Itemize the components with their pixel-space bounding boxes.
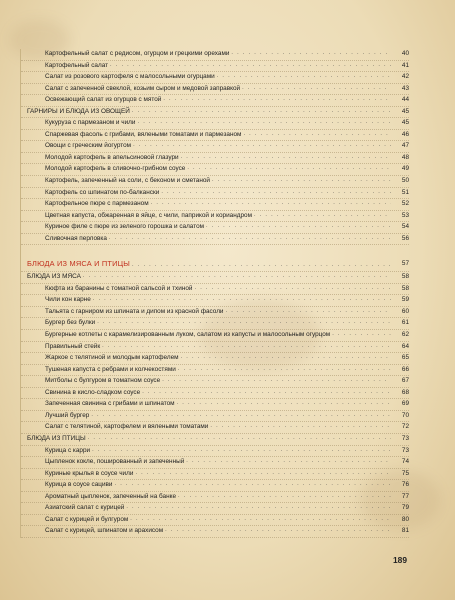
dot-leader [332,329,391,341]
dot-leader [254,210,391,222]
dot-leader [226,306,391,318]
entry-title: Картофель со шпинатом по-балкански [45,188,160,196]
entry-page: 45 [401,107,409,115]
dot-leader [130,514,391,526]
dot-leader [126,502,391,514]
entry-title: БЛЮДА ИЗ МЯСА И ПТИЦЫ [27,259,131,269]
entry-title: Картофель, запеченный на соли, с беконом и сметаной [45,177,210,185]
dot-leader [91,410,391,422]
entry-page: 44 [401,96,409,104]
entry-page: 80 [401,515,409,523]
entry-page: 76 [401,481,409,489]
dot-leader [163,94,391,106]
entry-title: Чили кон карне [45,296,91,304]
entry-page: 53 [401,211,409,219]
entry-page: 57 [401,260,409,268]
entry-title: Митболы с булгуром в томатном соусе [45,377,161,385]
dot-leader [162,375,391,387]
entry-page: 73 [401,434,409,442]
entry-title: Салат с курицей и булгуром [45,515,129,523]
dot-leader [135,468,391,480]
entry-page: 68 [401,388,409,396]
dot-leader [137,117,391,129]
entry-title: Салат с запеченной свеклой, козьим сыром и медовой заправкой [45,84,241,92]
entry-title: Бургерные котлеты с карамелизированным луком, салатом из капусты и малосольным огурцом [45,331,331,339]
entry-page: 42 [401,73,409,81]
entry-page: 49 [401,165,409,173]
entry-title: Курица в соусе сациви [45,481,113,489]
dot-leader [194,283,391,295]
dot-leader [212,175,391,187]
entry-title: Лучший бургер [45,411,90,419]
dot-leader [178,364,391,376]
entry-page: 45 [401,119,409,127]
entry-page: 59 [401,296,409,304]
dot-leader [217,71,391,83]
entry-title: Картофельный салат [45,61,109,69]
entry-title: БЛЮДА ИЗ ПТИЦЫ [27,434,86,442]
entry-title: Тушеная капуста с ребрами и колчекостями [45,365,176,373]
entry-page: 69 [401,400,409,408]
dot-leader [142,387,391,399]
entry-title: Кюфта из баранины с томатной сальсой и тхиной [45,284,193,292]
entry-page: 58 [401,273,409,281]
entry-title: Курица с карри [45,446,91,454]
entry-page: 64 [401,342,409,350]
entry-title: Цыпленок кокле, пошированный и запеченный [45,458,185,466]
dot-leader [88,433,391,445]
entry-title: Молодой картофель в сливочно-грибном соусе [45,165,186,173]
entry-title: Салат с телятиной, картофелем и вялеными томатами [45,423,209,431]
entry-page: 40 [401,50,409,57]
entry-title: ГАРНИРЫ И БЛЮДА ИЗ ОВОЩЕЙ [27,107,130,115]
dot-leader [181,352,391,364]
entry-page: 77 [401,492,409,500]
entry-page: 66 [401,365,409,373]
dot-leader [92,445,391,457]
entry-page: 43 [401,84,409,92]
entry-title: Кукуруза с пармезаном и чили [45,119,136,127]
entry-title: Молодой картофель в апельсиновой глазури [45,153,179,161]
dot-leader [243,129,391,141]
dot-leader [165,525,391,537]
dot-leader [181,152,391,164]
entry-page: 81 [401,527,409,535]
dot-leader [83,271,391,283]
dot-leader [231,48,391,60]
dot-leader [109,233,391,245]
entry-title: Бургер без булки [45,319,96,327]
dot-leader [161,187,391,199]
entry-page: 48 [401,153,409,161]
entry-title: Азиатский салат с курицей [45,504,125,512]
entry-page: 72 [401,423,409,431]
dot-leader [132,106,391,118]
dot-leader [132,260,391,272]
entry-title: Ароматный цыпленок, запеченный на банке [45,492,177,500]
entry-page: 67 [401,377,409,385]
dot-leader [114,479,391,491]
entry-title: Спаржевая фасоль с грибами, вялеными томатами и пармезаном [45,130,242,138]
entry-title: Жаркое с телятиной и молодым картофелем [45,354,179,362]
toc-entry [21,234,409,246]
entry-title: Цветная капуста, обжаренная в яйце, с чили, паприкой и кориандром [45,211,252,219]
toc-entry [21,526,409,538]
entry-page: 54 [401,223,409,231]
entry-page: 47 [401,142,409,150]
entry-title: Салат с курицей, шпинатом и арахисом [45,527,164,535]
entry-title: Картофельное пюре с пармезаном [45,200,149,208]
dot-leader [93,294,391,306]
entry-title: Запеченная свинина с грибами и шпинатом [45,400,175,408]
entry-page: 62 [401,331,409,339]
entry-page: 79 [401,504,409,512]
entry-title: Куриное филе с пюре из зеленого горошка и салатом [45,223,205,231]
entry-page: 70 [401,411,409,419]
entry-page: 56 [401,234,409,242]
dot-leader [133,140,391,152]
entry-page: 65 [401,354,409,362]
entry-page: 58 [401,284,409,292]
entry-title: Сливочная перловка [45,234,107,242]
dot-leader [178,491,391,503]
entry-title: Картофельный салат с редисом, огурцом и грецкими орехами [45,50,230,57]
entry-title: Салат из розового картофеля с малосольными огурцами [45,73,215,81]
entry-title: Тальята с гарниром из шпината и дипом из красной фасоли [45,307,224,315]
entry-page: 46 [401,130,409,138]
entry-page: 52 [401,200,409,208]
chapter-heading [21,258,409,272]
entry-page: 41 [401,61,409,69]
dot-leader [186,456,391,468]
entry-title: Освежающий салат из огурцов с мятой [45,96,162,104]
page-number: 189 [393,555,407,565]
table-of-contents [20,49,409,538]
dot-leader [187,163,391,175]
entry-page: 75 [401,469,409,477]
dot-leader [102,341,391,353]
dot-leader [177,398,391,410]
entry-page: 50 [401,177,409,185]
entry-title: БЛЮДА ИЗ МЯСА [27,273,81,281]
entry-page: 61 [401,319,409,327]
entry-page: 60 [401,307,409,315]
dot-leader [210,421,391,433]
dot-leader [110,60,391,72]
entry-title: Правильный стейк [45,342,101,350]
dot-leader [97,317,391,329]
dot-leader [206,221,391,233]
entry-title: Куриные крылья в соусе чили [45,469,134,477]
entry-page: 74 [401,458,409,466]
entry-page: 51 [401,188,409,196]
entry-title: Свинина в кисло-сладком соусе [45,388,141,396]
dot-leader [151,198,391,210]
dot-leader [242,83,391,95]
entry-title: Овощи с греческим йогуртом [45,142,132,150]
entry-page: 73 [401,446,409,454]
